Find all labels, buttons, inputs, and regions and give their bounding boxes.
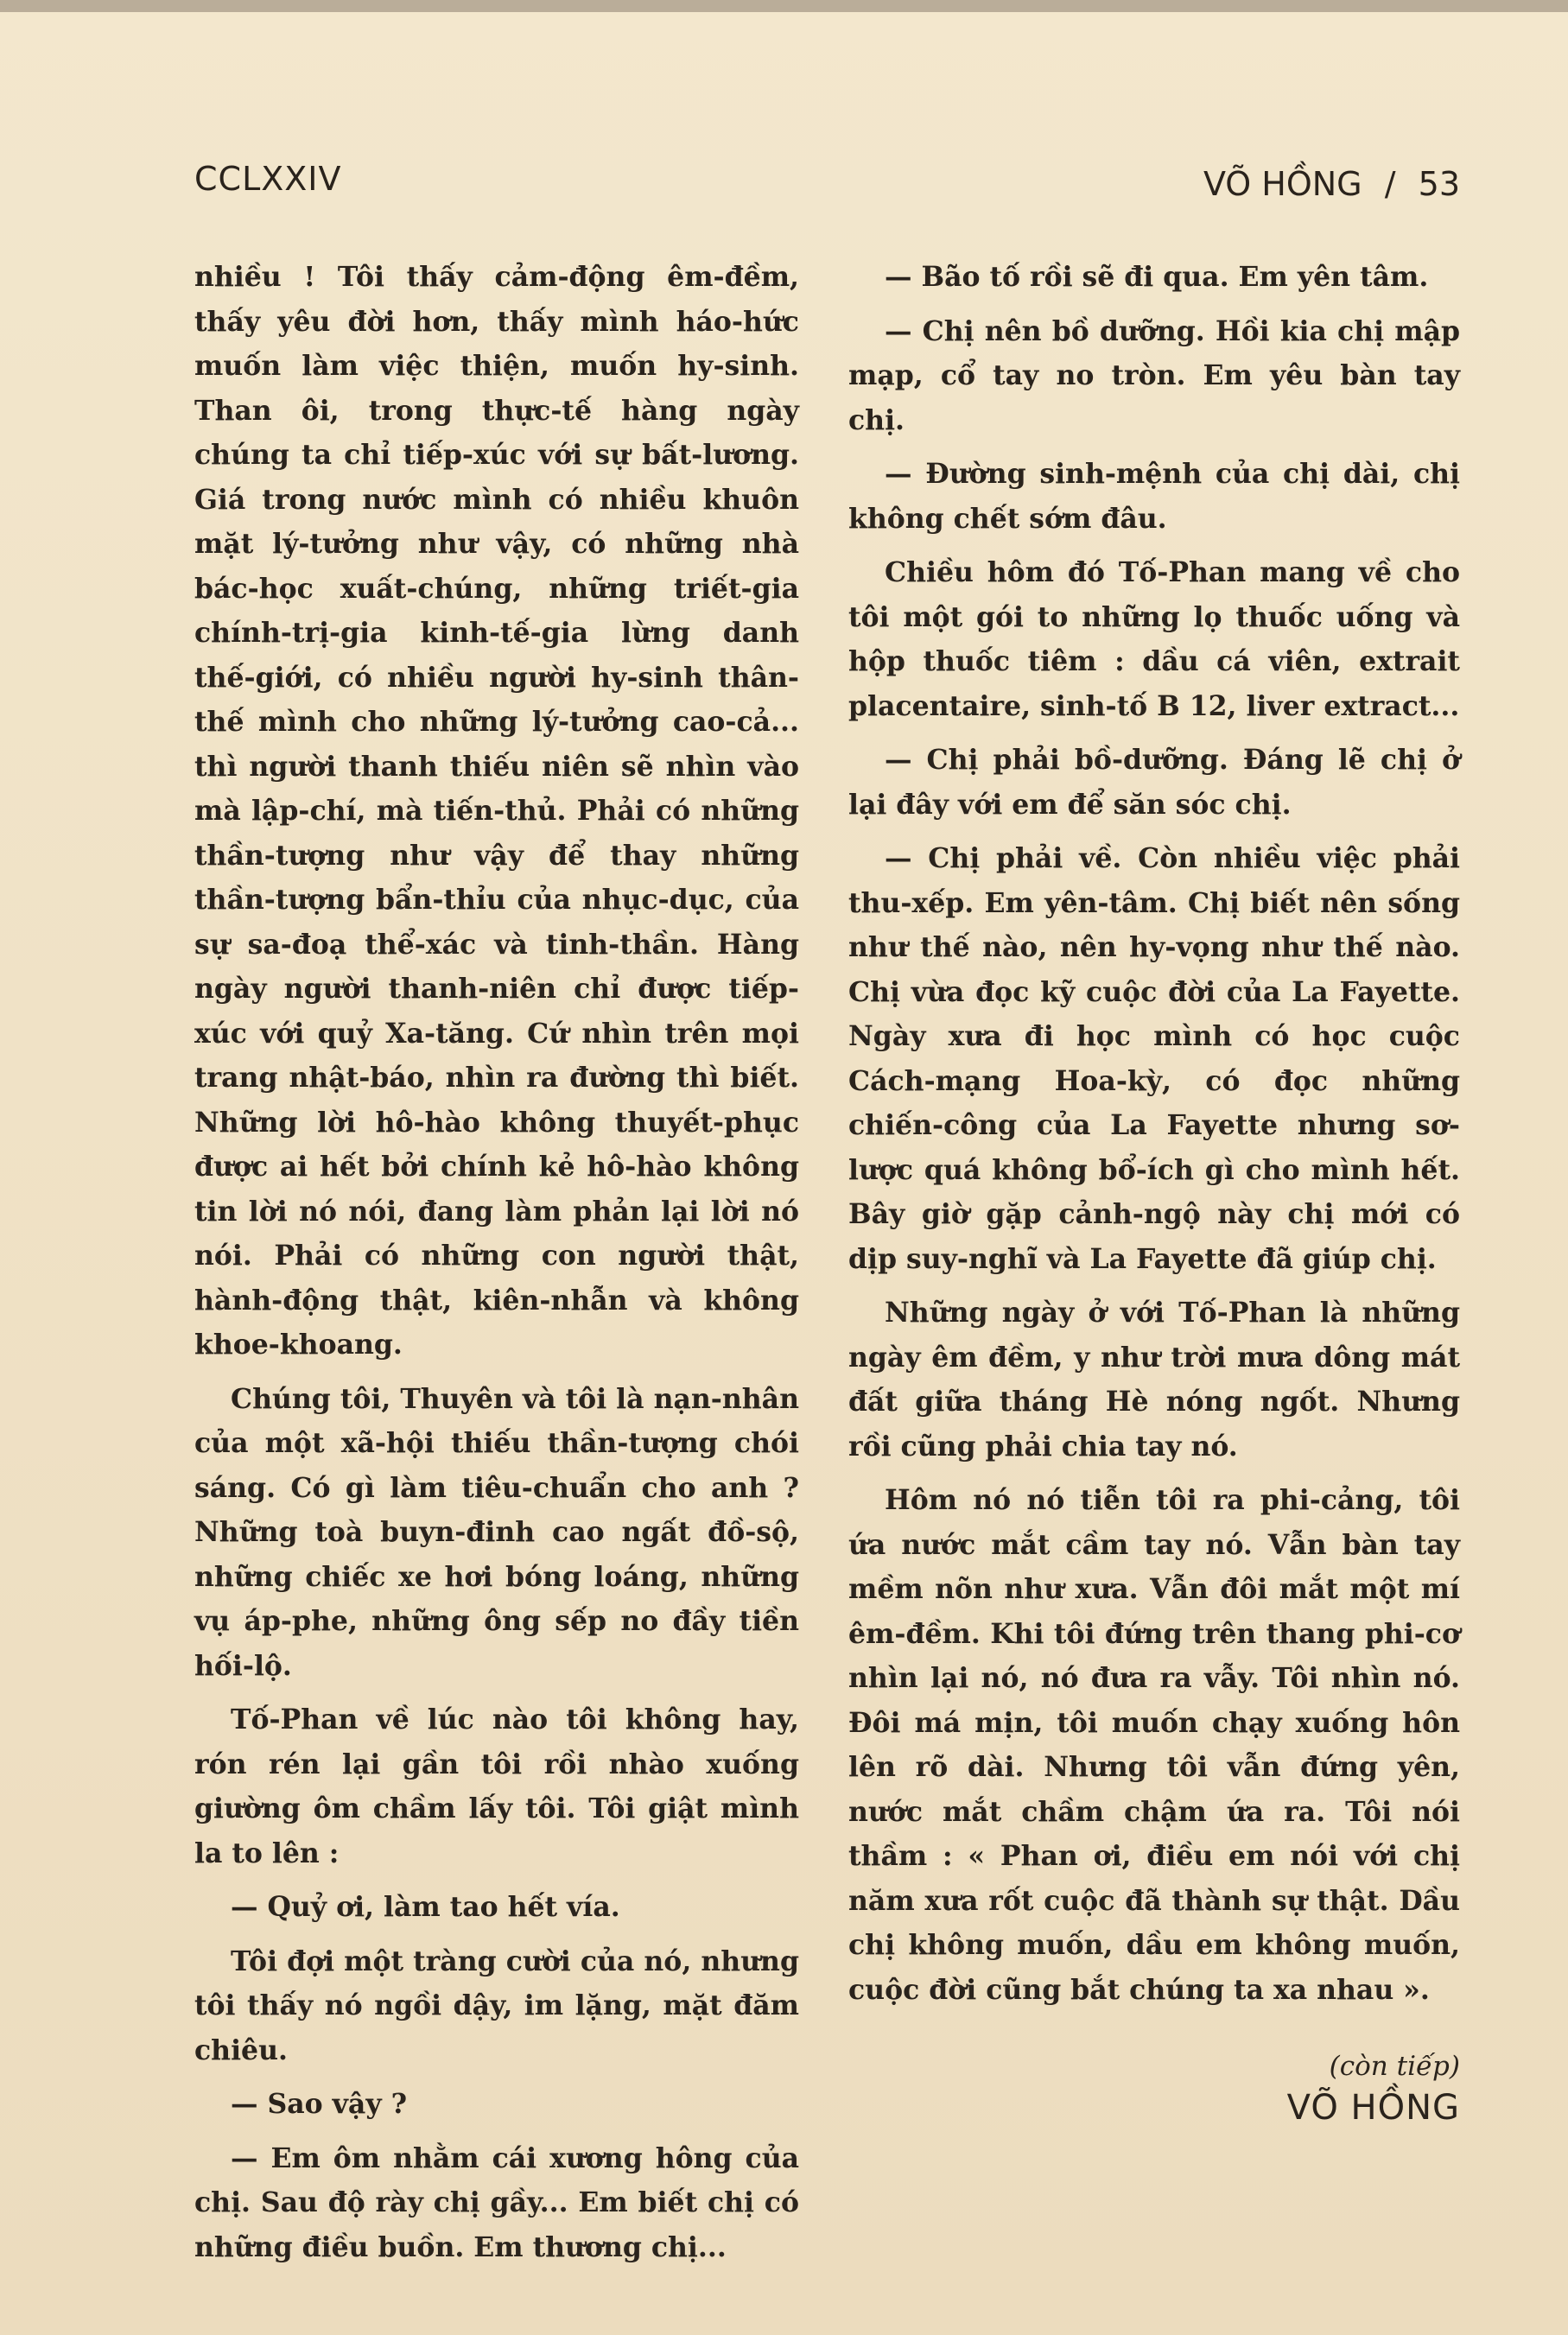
header-separator: / <box>1384 165 1396 203</box>
header-right <box>1191 165 1460 203</box>
paragraph: Tôi đợi một tràng cười của nó, nhưng tôi thấy nó ngồi dậy, im lặng, mặt đăm chiêu. <box>194 1945 799 2066</box>
continued-note: (còn tiếp) <box>1329 2051 1460 2082</box>
paragraph: — Đường sinh-mệnh của chị dài, chị không chết sớm đâu. <box>848 458 1460 535</box>
right-column <box>848 255 1460 2129</box>
paragraph: — Quỷ ơi, làm tao hết vía. <box>231 1891 620 1923</box>
paragraph: nhiều ! Tôi thấy cảm-động êm-đềm, thấy yêu đời hơn, thấy mình háo-hức muốn làm việc thiện, muốn hy-sinh. Than ôi, trong thực-tế hàng ngày chúng ta chỉ tiếp-xúc với sự bất-lương. Giá trong nước mình có nhiều khuôn mặt lý-tưởng như vậy, có những nhà bác-học xuất-chúng, những triết-gia chính-trị-gia kinh-tế-gia lừng danh thế-giới, có nhiều người hy-sinh thân-thế mình cho những lý-tưởng cao-cả... thì người thanh thiếu niên sẽ nhìn vào mà lập-chí, mà tiến-thủ. Phải có những thần-tượng như vậy để thay những thần-tượng bẩn-thỉu của nhục-dục, của sự sa-đoạ thể-xác và tinh-thần. Hàng ngày người thanh-niên chỉ được tiếp-xúc với quỷ Xa-tăng. Cứ nhìn trên mọi trang nhật-báo, nhìn ra đường thì biết. Những lời hô-hào không thuyết-phục được ai hết bởi chính kẻ hô-hào không tin lời nó nói, đang làm phản lại lời nó nói. Phải có những con người thật, hành-động thật, kiên-nhẫn và không khoe-khoang. <box>194 261 799 1361</box>
paragraph: Những ngày ở với Tố-Phan là những ngày êm đềm, y như trời mưa dông mát đất giữa tháng Hè nóng ngốt. Nhưng rồi cũng phải chia tay nó. <box>848 1297 1460 1463</box>
issue-number: CCLXXIV <box>194 160 342 198</box>
paragraph: — Chị phải về. Còn nhiều việc phải thu-xếp. Em yên-tâm. Chị biết nên sống như thế nào, nên hy-vọng như thế nào. Chị vừa đọc kỹ cuộc đời của La Fayette. Ngày xưa đi học mình có học cuộc Cách-mạng Hoa-kỳ, có đọc những chiến-công của La Fayette nhưng sơ-lược quá không bổ-ích gì cho mình hết. Bây giờ gặp cảnh-ngộ này chị mới có dịp suy-nghĩ và La Fayette đã giúp chị. <box>848 842 1460 1275</box>
header-author: VÕ HỒNG <box>1203 165 1362 203</box>
paragraph: — Bão tố rồi sẽ đi qua. Em yên tâm. <box>885 261 1429 293</box>
paragraph: — Chị nên bồ dưỡng. Hồi kia chị mập mạp, cổ tay no tròn. Em yêu bàn tay chị. <box>848 314 1460 436</box>
paragraph: Tố-Phan về lúc nào tôi không hay, rón rén lại gần tôi rồi nhào xuống giường ôm chầm lấy tôi. Tôi giật mình la to lên : <box>194 1704 799 1869</box>
running-header <box>194 160 1460 212</box>
paragraph: Chiều hôm đó Tố-Phan mang về cho tôi một gói to những lọ thuốc uống và hộp thuốc tiêm : dầu cá viên, extrait placentaire, sinh-tố B 12, liver extract... <box>848 556 1460 722</box>
paragraph: — Chị phải bồ-dưỡng. Đáng lẽ chị ở lại đây với em để săn sóc chị. <box>848 744 1460 821</box>
page-number: 53 <box>1418 165 1460 203</box>
paragraph: Chúng tôi, Thuyên và tôi là nạn-nhân của một xã-hội thiếu thần-tượng chói sáng. Có gì làm tiêu-chuẩn cho anh ? Những toà buyn-đinh cao ngất đồ-sộ, những chiếc xe hơi bóng loáng, những vụ áp-phe, những ông sếp no đầy tiền hối-lộ. <box>194 1382 799 1682</box>
paragraph: — Em ôm nhằm cái xương hông của chị. Sau độ rày chị gầy... Em biết chị có những điều buồn. Em thương chị... <box>194 2141 799 2263</box>
paragraph: Hôm nó nó tiễn tôi ra phi-cảng, tôi ứa nước mắt cầm tay nó. Vẫn bàn tay mềm nõn như xưa. Vẫn đôi mắt một mí êm-đềm. Khi tôi đứng trên thang phi-cơ nhìn lại nó, nó đưa ra vẫy. Tôi nhìn nó. Đôi má mịn, tôi muốn chạy xuống hôn lên rõ dài. Nhưng tôi vẫn đứng yên, nước mắt chầm chậm ứa ra. Tôi nói thầm : « Phan ơi, điều em nói với chị năm xưa rốt cuộc đã thành sự thật. Dầu chị không muốn, dầu em không muốn, cuộc đời cũng bắt chúng ta xa nhau ». <box>848 1484 1460 2006</box>
paragraph: — Sao vậy ? <box>231 2088 408 2120</box>
signature-author: VÕ HỒNG <box>1286 2088 1460 2128</box>
signature-block <box>848 2046 1460 2129</box>
left-column <box>194 255 799 2279</box>
